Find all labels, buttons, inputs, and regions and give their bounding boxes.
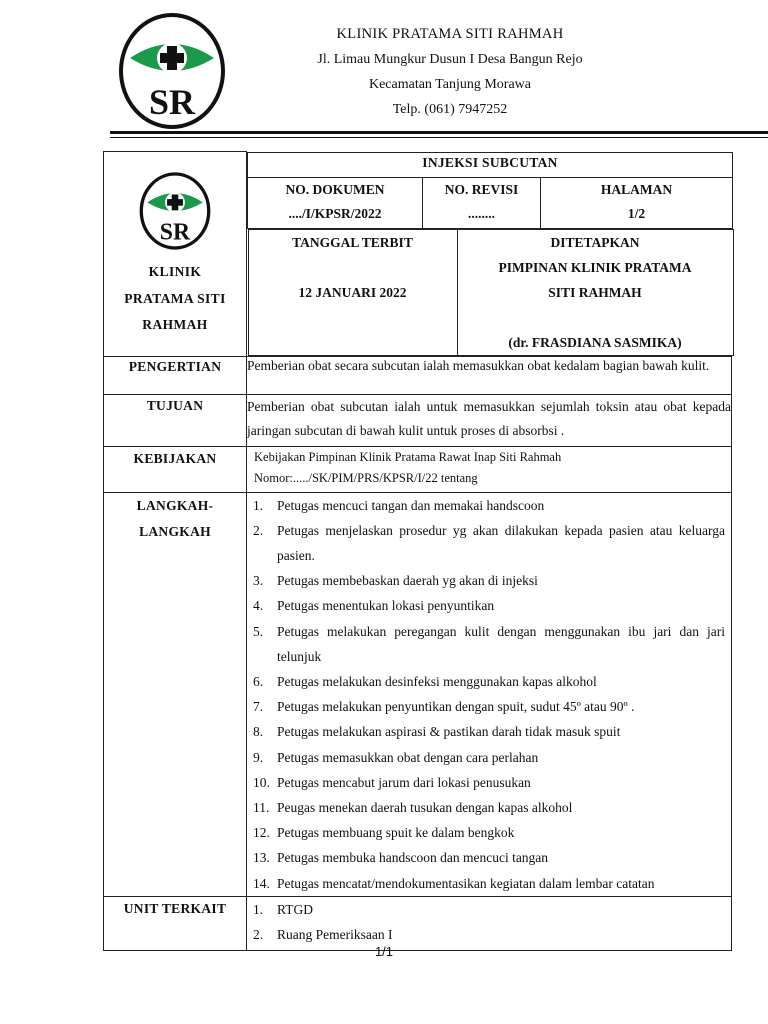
step-item — [253, 568, 725, 593]
clinic-logo-small — [139, 172, 211, 250]
unit-terkait-label: UNIT TERKAIT — [104, 896, 247, 950]
header-rule-thin — [110, 137, 768, 138]
kebijakan-cell — [247, 446, 732, 492]
step-item-text: Petugas mencatat/mendokumentasikan kegiatan dalam lembar catatan — [277, 875, 655, 891]
address-line-1: Jl. Limau Mungkur Dusun I Desa Bangun Rejo — [317, 52, 583, 67]
tanggal-terbit-cell — [248, 229, 457, 355]
step-item — [253, 820, 725, 845]
unit-item-text: Ruang Pemeriksaan I — [277, 926, 393, 942]
step-item-text: Petugas menjelaskan prosedur yg akan dilakukan kepada pasien atau keluarga pasien. — [277, 522, 725, 563]
ditetapkan-label: DITETAPKAN — [550, 234, 640, 250]
no-dokumen-label: NO. DOKUMEN — [285, 181, 385, 197]
step-item-text: Petugas melakukan aspirasi & pastikan darah tidak masuk spuit — [277, 724, 621, 740]
tujuan-text: Pemberian obat subcutan ialah untuk memasukkan sejumlah toksin atau obat kepada jaringan subcutan di bawah kulit untuk proses di absorbsi . — [247, 394, 732, 446]
ditetapkan-line-2: SITI RAHMAH — [548, 284, 642, 300]
unit-item-number: 2. — [253, 926, 264, 942]
no-dokumen-value: ..../I/KPSR/2022 — [288, 205, 382, 221]
units-cell — [247, 896, 732, 950]
step-item-number: 14. — [253, 875, 270, 891]
step-item-text: Petugas melakukan desinfeksi menggunakan kapas alkohol — [277, 673, 597, 689]
step-item-text: Petugas membuang spuit ke dalam bengkok — [277, 825, 515, 841]
step-item-number: 12. — [253, 825, 270, 841]
pengertian-label: PENGERTIAN — [104, 356, 247, 394]
ditetapkan-line-1: PIMPINAN KLINIK PRATAMA — [498, 259, 692, 275]
halaman-cell — [541, 177, 733, 228]
clinic-logo — [118, 12, 226, 130]
ditetapkan-cell — [457, 229, 733, 355]
units-list — [247, 897, 731, 947]
logo-small-text: SR — [159, 219, 191, 246]
langkah-label-1: LANGKAH- — [136, 497, 214, 513]
step-item-text: Petugas membebaskan daerah yg akan di injeksi — [277, 573, 538, 589]
langkah-label-2: LANGKAH — [139, 523, 211, 539]
step-item-text: Petugas mencabut jarum dari lokasi penusukan — [277, 774, 531, 790]
step-item-text: Petugas mencuci tangan dan memakai handscoon — [277, 497, 545, 513]
kebijakan-line-2: Nomor:...../SK/PIM/PRS/KPSR/I/22 tentang — [254, 470, 478, 485]
no-revisi-cell — [423, 177, 541, 228]
step-item — [253, 745, 725, 770]
step-item-number: 11. — [253, 799, 270, 815]
step-item-number: 3. — [253, 573, 264, 589]
phone: Telp. (061) 7947252 — [392, 102, 508, 117]
logo-text: SR — [148, 82, 196, 122]
step-item-number: 7. — [253, 699, 264, 715]
step-item-number: 10. — [253, 774, 270, 790]
step-item — [253, 669, 725, 694]
no-dokumen-cell — [248, 177, 423, 228]
step-item-text: Petugas membuka handscoon dan mencuci tangan — [277, 850, 549, 866]
halaman-label: HALAMAN — [600, 181, 673, 197]
pengertian-text: Pemberian obat secara subcutan ialah memasukkan obat kedalam bagian bawah kulit. — [247, 356, 732, 394]
signer-name: (dr. FRASDIANA SASMIKA) — [508, 334, 682, 350]
doc-title: INJEKSI SUBCUTAN — [248, 152, 733, 177]
step-item-text: Petugas melakukan penyuntikan dengan spuit, sudut 45º atau 90º . — [277, 699, 635, 715]
step-item-number: 6. — [253, 673, 264, 689]
doc-meta-cell — [247, 152, 732, 357]
unit-item-text: RTGD — [277, 901, 313, 917]
unit-item-number: 1. — [253, 901, 264, 917]
step-item — [253, 694, 725, 719]
step-item-text: Petugas melakukan peregangan kulit dengan menggunakan ibu jari dan jari telunjuk — [277, 623, 725, 664]
unit-item — [253, 897, 725, 922]
tanggal-terbit-value: 12 JANUARI 2022 — [298, 284, 407, 300]
steps-list — [247, 493, 731, 896]
tanggal-terbit-label: TANGGAL TERBIT — [292, 234, 413, 250]
clinic-name-line-3: RAHMAH — [142, 317, 208, 332]
step-item — [253, 518, 725, 568]
step-item-number: 1. — [253, 497, 264, 513]
kebijakan-line-1: Kebijakan Pimpinan Klinik Pratama Rawat Inap Siti Rahmah — [254, 449, 562, 464]
page-number: 1/1 — [374, 944, 394, 959]
step-item-number: 9. — [253, 749, 264, 765]
step-item-number: 13. — [253, 850, 270, 866]
address-line-2: Kecamatan Tanjung Morawa — [368, 77, 532, 92]
step-item-number: 5. — [253, 623, 264, 639]
step-item — [253, 619, 725, 669]
clinic-name-line-2: PRATAMA SITI — [124, 290, 226, 306]
step-item-text: Petugas menentukan lokasi penyuntikan — [277, 598, 495, 614]
clinic-name-heading: KLINIK PRATAMA SITI RAHMAH — [336, 26, 564, 42]
step-item — [253, 493, 725, 518]
langkah-label-cell — [104, 492, 247, 896]
step-item — [253, 770, 725, 795]
step-item-number: 4. — [253, 598, 264, 614]
step-item-number: 8. — [253, 724, 264, 740]
no-revisi-value: ........ — [468, 205, 495, 221]
steps-cell — [247, 492, 732, 896]
step-item — [253, 845, 725, 870]
no-revisi-label: NO. REVISI — [444, 181, 519, 197]
step-item-number: 2. — [253, 522, 264, 538]
step-item — [253, 593, 725, 618]
kebijakan-label: KEBIJAKAN — [104, 446, 247, 492]
clinic-name-line-1: KLINIK — [148, 264, 202, 279]
header-rule-thick — [110, 131, 768, 134]
tujuan-label: TUJUAN — [104, 394, 247, 446]
step-item-text: Petugas memasukkan obat dengan cara perlahan — [277, 749, 539, 765]
step-item — [253, 871, 725, 896]
clinic-identity-cell — [104, 152, 247, 357]
sop-table — [103, 151, 732, 951]
halaman-value: 1/2 — [627, 205, 646, 221]
step-item-text: Peugas menekan daerah tusukan dengan kapas alkohol — [277, 799, 573, 815]
letterhead — [0, 0, 768, 132]
step-item — [253, 719, 725, 744]
step-item — [253, 795, 725, 820]
